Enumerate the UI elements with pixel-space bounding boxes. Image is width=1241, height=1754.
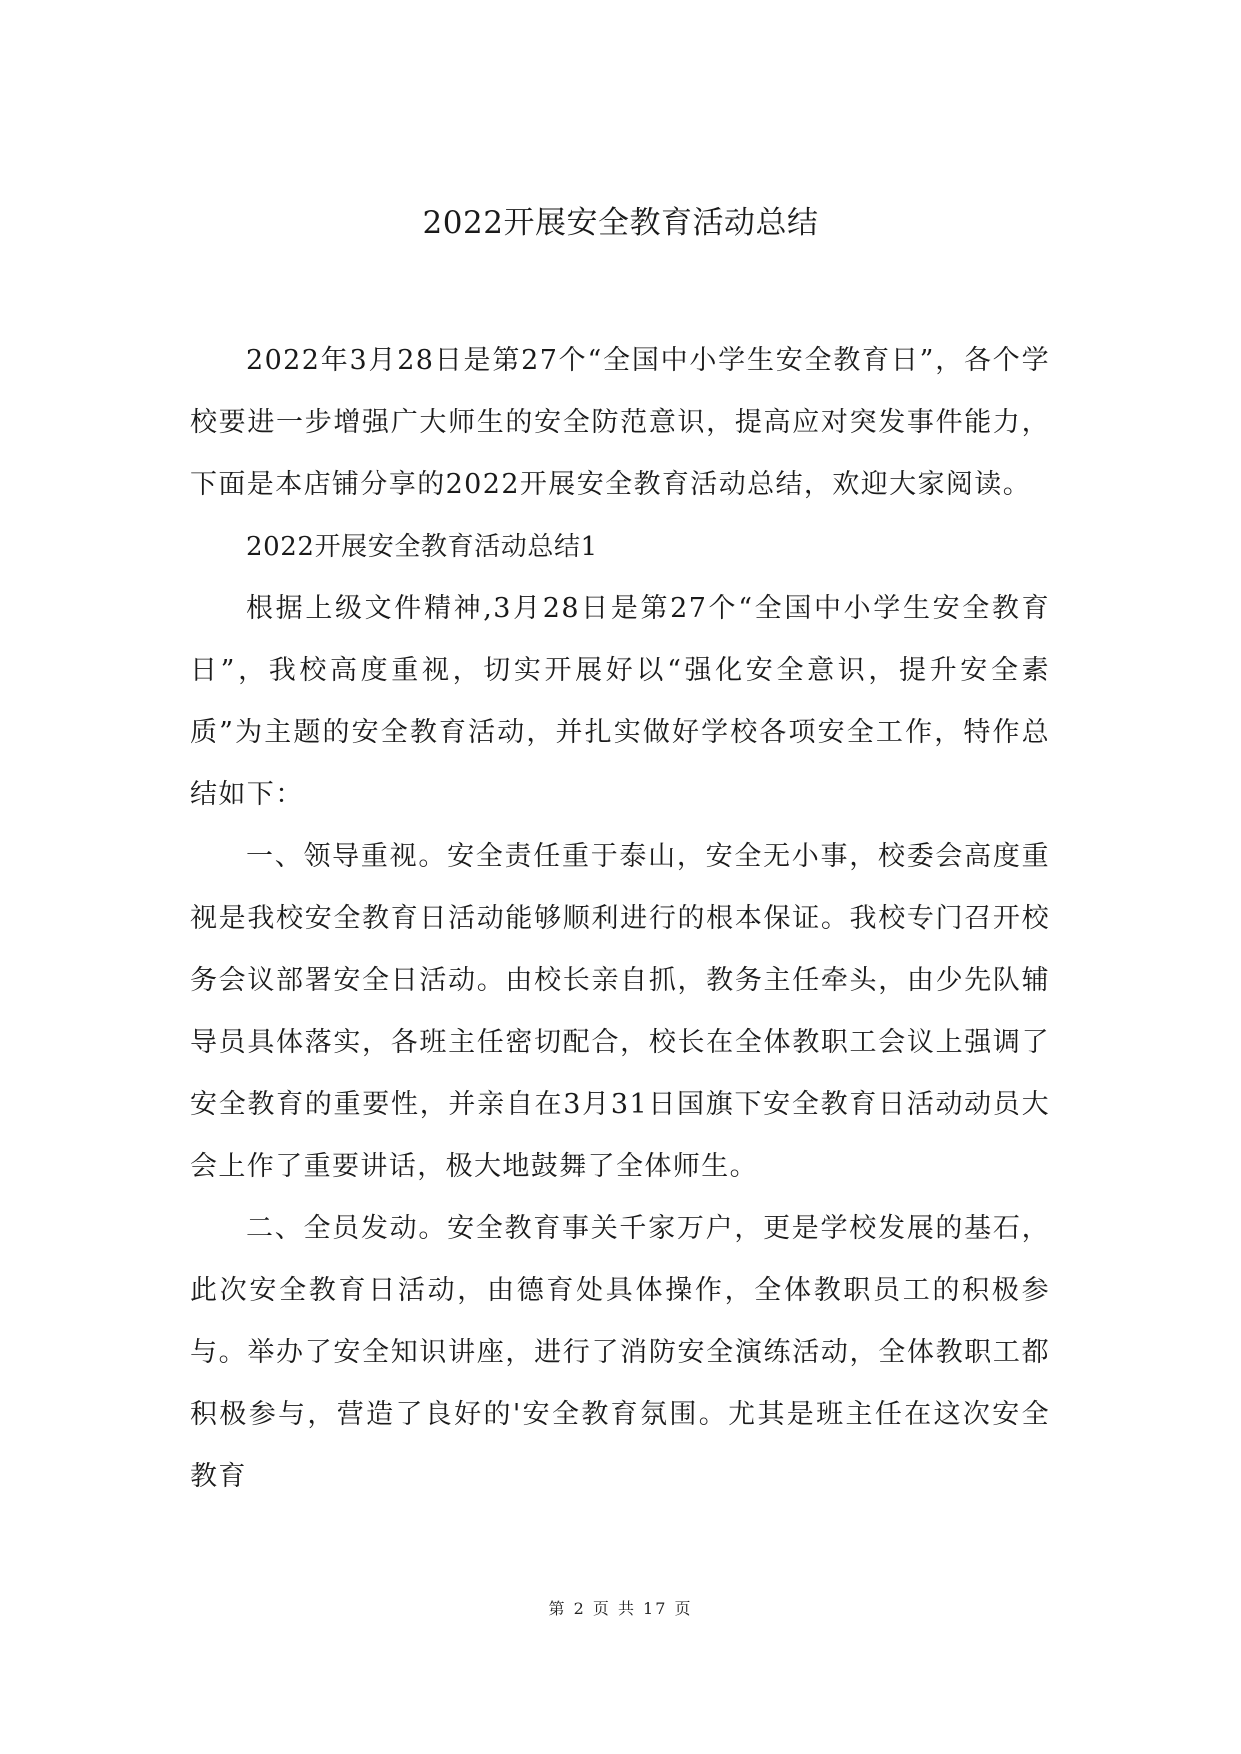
section-heading: 2022开展安全教育活动总结1 [246, 532, 598, 562]
document-title: 2022开展安全教育活动总结 [422, 205, 819, 241]
document-body [190, 330, 1050, 1508]
body-paragraph: 根据上级文件精神,3月28日是第27个“全国中小学生安全教育日”，我校高度重视，切实开展好以“强化安全意识，提升安全素质”为主题的安全教育活动，并扎实做好学校各项安全工作，特作总结如下： [190, 593, 1050, 810]
page-number-footer: 第 2 页 共 17 页 [548, 1599, 693, 1618]
body-paragraph: 一、领导重视。安全责任重于泰山，安全无小事，校委会高度重视是我校安全教育日活动能够顺利进行的根本保证。我校专门召开校务会议部署安全日活动。由校长亲自抓，教务主任牵头，由少先队辅导员具体落实，各班主任密切配合，校长在全体教职工会议上强调了安全教育的重要性，并亲自在3月31日国旗下安全教育日活动动员大会上作了重要讲话，极大地鼓舞了全体师生。 [190, 841, 1050, 1182]
intro-paragraph: 2022年3月28日是第27个“全国中小学生安全教育日”，各个学校要进一步增强广大师生的安全防范意识，提高应对突发事件能力，下面是本店铺分享的2022开展安全教育活动总结，欢迎大家阅读。 [190, 345, 1050, 500]
body-paragraph: 二、全员发动。安全教育事关千家万户，更是学校发展的基石，此次安全教育日活动，由德育处具体操作，全体教职员工的积极参与。举办了安全知识讲座，进行了消防安全演练活动，全体教职工都积极参与，营造了良好的'安全教育氛围。尤其是班主任在这次安全教育 [190, 1213, 1050, 1492]
